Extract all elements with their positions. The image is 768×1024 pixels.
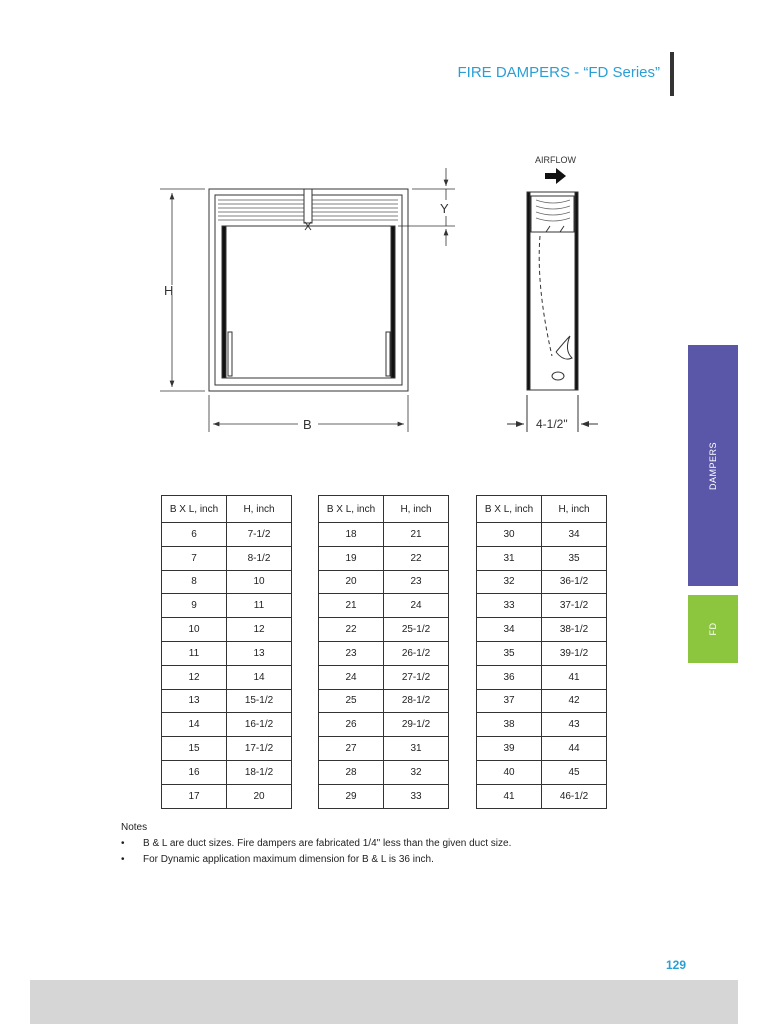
table-row <box>477 737 607 761</box>
section-tab-label: DAMPERS <box>708 441 718 490</box>
table-row <box>477 665 607 689</box>
table-cell: 24 <box>384 594 449 618</box>
table-cell: 14 <box>162 713 227 737</box>
table-cell: 25 <box>319 689 384 713</box>
table-row <box>162 594 292 618</box>
table-cell: 26 <box>319 713 384 737</box>
column-header: B X L, inch <box>162 496 227 523</box>
dimension-label-h: H <box>164 283 174 298</box>
table-cell: 14 <box>227 665 292 689</box>
page-title: FIRE DAMPERS - “FD Series” <box>457 64 660 81</box>
table-cell: 31 <box>384 737 449 761</box>
table-row <box>319 760 449 784</box>
table-row <box>477 523 607 547</box>
size-table-2 <box>318 495 449 809</box>
table-row <box>162 713 292 737</box>
table-row <box>319 546 449 570</box>
table-cell: 29-1/2 <box>384 713 449 737</box>
table-cell: 25-1/2 <box>384 618 449 642</box>
table-row <box>162 546 292 570</box>
side-view <box>507 192 598 432</box>
table-cell: 12 <box>162 665 227 689</box>
table-row <box>477 546 607 570</box>
table-cell: 46-1/2 <box>542 784 607 808</box>
table-cell: 22 <box>319 618 384 642</box>
table-cell: 41 <box>542 665 607 689</box>
table-cell: 11 <box>227 594 292 618</box>
notes-title: Notes <box>121 822 148 833</box>
table-cell: 27-1/2 <box>384 665 449 689</box>
table-cell: 17-1/2 <box>227 737 292 761</box>
table-row <box>477 570 607 594</box>
front-view <box>209 189 408 391</box>
table-cell: 36-1/2 <box>542 570 607 594</box>
table-cell: 17 <box>162 784 227 808</box>
table-row <box>319 784 449 808</box>
size-table-1 <box>161 495 292 809</box>
column-header: H, inch <box>542 496 607 523</box>
column-header: H, inch <box>227 496 292 523</box>
table-cell: 29 <box>319 784 384 808</box>
section-tab-label: FD <box>708 622 718 636</box>
column-header: H, inch <box>384 496 449 523</box>
table-cell: 21 <box>384 523 449 547</box>
table-cell: 44 <box>542 737 607 761</box>
table-row <box>319 665 449 689</box>
table-cell: 23 <box>319 641 384 665</box>
table-row <box>477 713 607 737</box>
table-cell: 27 <box>319 737 384 761</box>
table-cell: 32 <box>384 760 449 784</box>
table-header-row <box>477 496 607 523</box>
table-cell: 43 <box>542 713 607 737</box>
table-cell: 37-1/2 <box>542 594 607 618</box>
table-cell: 16 <box>162 760 227 784</box>
notes-list <box>121 836 511 868</box>
page-number: 129 <box>665 958 686 972</box>
table-cell: 30 <box>477 523 542 547</box>
table-cell: 8 <box>162 570 227 594</box>
airflow-arrow-icon <box>545 168 566 184</box>
depth-label: 4-1/2" <box>536 417 568 431</box>
table-cell: 34 <box>477 618 542 642</box>
table-cell: 39 <box>477 737 542 761</box>
table-row <box>162 523 292 547</box>
table-cell: 10 <box>227 570 292 594</box>
table-cell: 15-1/2 <box>227 689 292 713</box>
column-header: B X L, inch <box>477 496 542 523</box>
note-item: • For Dynamic application maximum dimension for B & L is 36 inch. <box>121 852 511 868</box>
table-cell: 12 <box>227 618 292 642</box>
table-cell: 28 <box>319 760 384 784</box>
table-row <box>162 737 292 761</box>
table-cell: 41 <box>477 784 542 808</box>
table-cell: 8-1/2 <box>227 546 292 570</box>
table-cell: 38-1/2 <box>542 618 607 642</box>
footer-band <box>30 980 738 1024</box>
table-row <box>319 570 449 594</box>
table-cell: 20 <box>227 784 292 808</box>
table-row <box>319 523 449 547</box>
fire-damper-drawing <box>0 0 768 470</box>
table-row <box>162 641 292 665</box>
table-cell: 9 <box>162 594 227 618</box>
table-cell: 13 <box>227 641 292 665</box>
table-cell: 10 <box>162 618 227 642</box>
table-cell: 11 <box>162 641 227 665</box>
table-cell: 38 <box>477 713 542 737</box>
table-cell: 28-1/2 <box>384 689 449 713</box>
table-cell: 32 <box>477 570 542 594</box>
table-cell: 20 <box>319 570 384 594</box>
table-row <box>319 689 449 713</box>
table-row <box>477 641 607 665</box>
table-cell: 6 <box>162 523 227 547</box>
section-tab-dampers <box>688 345 738 586</box>
table-cell: 45 <box>542 760 607 784</box>
table-row <box>319 713 449 737</box>
table-cell: 33 <box>477 594 542 618</box>
table-cell: 40 <box>477 760 542 784</box>
note-item: • B & L are duct sizes. Fire dampers are fabricated 1/4" less than the given duct size. <box>121 836 511 852</box>
table-cell: 31 <box>477 546 542 570</box>
table-cell: 7 <box>162 546 227 570</box>
table-row <box>477 594 607 618</box>
table-cell: 16-1/2 <box>227 713 292 737</box>
section-tab-fd <box>688 595 738 663</box>
table-row <box>319 641 449 665</box>
dimension-label-y: Y <box>440 201 449 216</box>
airflow-label: AIRFLOW <box>535 155 577 165</box>
table-row <box>477 760 607 784</box>
table-cell: 7-1/2 <box>227 523 292 547</box>
table-row <box>477 784 607 808</box>
table-cell: 21 <box>319 594 384 618</box>
table-row <box>319 618 449 642</box>
table-cell: 33 <box>384 784 449 808</box>
table-row <box>162 760 292 784</box>
table-cell: 34 <box>542 523 607 547</box>
table-cell: 19 <box>319 546 384 570</box>
table-cell: 35 <box>477 641 542 665</box>
dimension-label-b: B <box>303 417 312 432</box>
table-cell: 15 <box>162 737 227 761</box>
table-cell: 35 <box>542 546 607 570</box>
table-cell: 18-1/2 <box>227 760 292 784</box>
table-row <box>162 665 292 689</box>
table-row <box>319 594 449 618</box>
table-cell: 22 <box>384 546 449 570</box>
table-cell: 26-1/2 <box>384 641 449 665</box>
table-row <box>162 689 292 713</box>
table-cell: 13 <box>162 689 227 713</box>
table-row <box>477 689 607 713</box>
table-row <box>162 784 292 808</box>
size-table-3 <box>476 495 607 809</box>
table-cell: 42 <box>542 689 607 713</box>
table-cell: 18 <box>319 523 384 547</box>
table-row <box>477 618 607 642</box>
table-header-row <box>319 496 449 523</box>
table-row <box>319 737 449 761</box>
table-cell: 23 <box>384 570 449 594</box>
table-cell: 37 <box>477 689 542 713</box>
notes-section <box>121 822 511 868</box>
table-row <box>162 618 292 642</box>
table-cell: 36 <box>477 665 542 689</box>
table-cell: 24 <box>319 665 384 689</box>
column-header: B X L, inch <box>319 496 384 523</box>
table-row <box>162 570 292 594</box>
table-header-row <box>162 496 292 523</box>
table-cell: 39-1/2 <box>542 641 607 665</box>
